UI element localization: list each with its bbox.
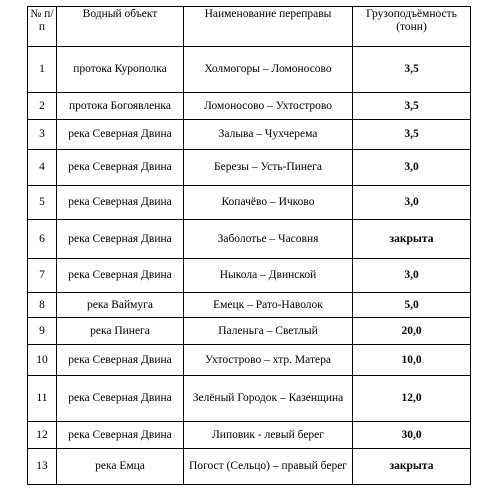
crossings-table-container	[27, 6, 471, 485]
capacity: 10,0	[353, 345, 471, 376]
water-body: река Пинега	[57, 318, 184, 345]
header-water-body: Водный объект	[57, 7, 184, 47]
table-row	[28, 47, 471, 93]
capacity: 12,0	[353, 376, 471, 422]
capacity: 30,0	[353, 422, 471, 449]
water-body: река Северная Двина	[57, 186, 184, 220]
capacity: 3,5	[353, 120, 471, 150]
capacity: 3,5	[353, 93, 471, 120]
capacity: закрыта	[353, 220, 471, 259]
capacity: 3,5	[353, 47, 471, 93]
capacity: 5,0	[353, 293, 471, 318]
crossing-name: Погост (Сельцо) – правый берег	[184, 449, 353, 485]
table-row	[28, 220, 471, 259]
crossing-name: Паленьга – Светлый	[184, 318, 353, 345]
row-number: 7	[28, 259, 57, 293]
row-number: 5	[28, 186, 57, 220]
crossing-name: Копачёво – Ичково	[184, 186, 353, 220]
crossing-name: Ухтострово – хтр. Матера	[184, 345, 353, 376]
crossing-name: Березы – Усть-Пинега	[184, 150, 353, 186]
crossing-name: Заболотье – Часовня	[184, 220, 353, 259]
capacity: закрыта	[353, 449, 471, 485]
row-number: 9	[28, 318, 57, 345]
water-body: река Северная Двина	[57, 376, 184, 422]
capacity: 3,0	[353, 150, 471, 186]
header-crossing-name: Наименование переправы	[184, 7, 353, 47]
table-row	[28, 376, 471, 422]
crossings-table	[27, 6, 471, 485]
table-row	[28, 150, 471, 186]
row-number: 4	[28, 150, 57, 186]
table-row	[28, 345, 471, 376]
row-number: 12	[28, 422, 57, 449]
table-row	[28, 186, 471, 220]
water-body: река Северная Двина	[57, 150, 184, 186]
water-body: река Северная Двина	[57, 422, 184, 449]
capacity: 3,0	[353, 186, 471, 220]
water-body: река Емца	[57, 449, 184, 485]
water-body: река Северная Двина	[57, 120, 184, 150]
table-row	[28, 422, 471, 449]
water-body: протока Богоявленка	[57, 93, 184, 120]
water-body: река Северная Двина	[57, 345, 184, 376]
table-row	[28, 93, 471, 120]
water-body: протока Курополка	[57, 47, 184, 93]
water-body: река Ваймуга	[57, 293, 184, 318]
crossing-name: Зелёный Городок – Казенщина	[184, 376, 353, 422]
table-row	[28, 259, 471, 293]
water-body: река Северная Двина	[57, 259, 184, 293]
crossing-name: Емецк – Рато-Наволок	[184, 293, 353, 318]
capacity: 3,0	[353, 259, 471, 293]
row-number: 11	[28, 376, 57, 422]
header-number: № п/п	[28, 7, 57, 47]
capacity: 20,0	[353, 318, 471, 345]
water-body: река Северная Двина	[57, 220, 184, 259]
table-row	[28, 293, 471, 318]
crossing-name: Липовик - левый берег	[184, 422, 353, 449]
crossing-name: Ломоносово – Ухтострово	[184, 93, 353, 120]
table-header-row	[28, 7, 471, 47]
header-capacity: Грузоподъёмность (тонн)	[353, 7, 471, 47]
row-number: 13	[28, 449, 57, 485]
table-row	[28, 120, 471, 150]
table-row	[28, 449, 471, 485]
row-number: 6	[28, 220, 57, 259]
crossing-name: Холмогоры – Ломоносово	[184, 47, 353, 93]
row-number: 10	[28, 345, 57, 376]
row-number: 2	[28, 93, 57, 120]
crossing-name: Залыва – Чухчерема	[184, 120, 353, 150]
row-number: 3	[28, 120, 57, 150]
row-number: 8	[28, 293, 57, 318]
crossing-name: Ныкола – Двинской	[184, 259, 353, 293]
row-number: 1	[28, 47, 57, 93]
table-row	[28, 318, 471, 345]
